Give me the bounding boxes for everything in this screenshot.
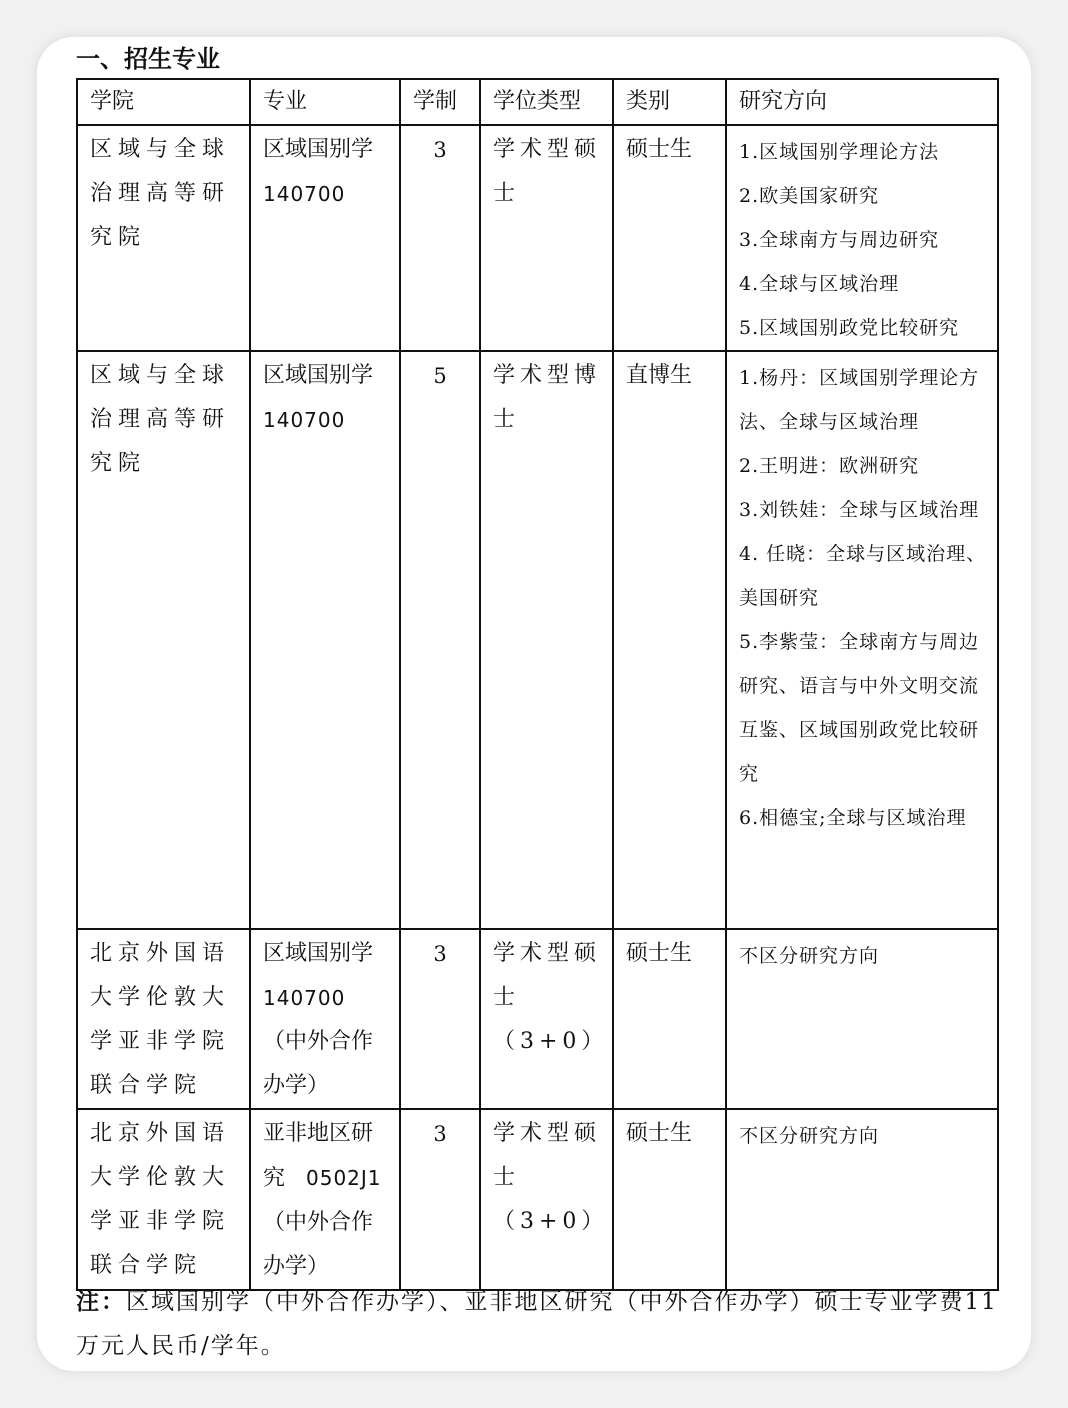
footnote (76, 1280, 1001, 1368)
category-cell: 硕士生 (613, 929, 726, 1109)
admissions-table (76, 78, 999, 1291)
degree-type-cell: 学术型硕士（3+0） (480, 1109, 613, 1290)
duration-cell: 3 (400, 929, 480, 1109)
duration-cell: 3 (400, 1109, 480, 1290)
direction-item: 4. 任晓：全球与区域治理、美国研究 (739, 543, 987, 609)
major-cell (250, 125, 400, 351)
header-major: 专业 (250, 79, 400, 125)
college-cell: 北京外国语大学伦敦大学亚非学院联合学院 (77, 929, 250, 1109)
duration-cell: 5 (400, 351, 480, 929)
header-category: 类别 (613, 79, 726, 125)
major-note: （中外合作办学） (263, 1029, 374, 1098)
direction-item: 3.全球南方与周边研究 (739, 229, 940, 251)
degree-type-cell: 学术型硕士（3+0） (480, 929, 613, 1109)
major-code: 140700 (263, 986, 346, 1010)
direction-item: 2.王明进：欧洲研究 (739, 455, 920, 477)
directions-cell (726, 929, 998, 1109)
major-code: 140700 (263, 408, 346, 432)
major-code: 140700 (263, 182, 346, 206)
duration-cell: 3 (400, 125, 480, 351)
footnote-label: 注： (76, 1289, 126, 1315)
table-header-row (77, 79, 998, 125)
direction-item: 3.刘铁娃：全球与区域治理 (739, 499, 980, 521)
directions-cell (726, 125, 998, 351)
major-note: （中外合作办学） (263, 1210, 374, 1279)
header-college: 学院 (77, 79, 250, 125)
major-name: 区域国别学 (263, 941, 374, 966)
table-row (77, 1109, 998, 1290)
direction-item: 4.全球与区域治理 (739, 273, 900, 295)
category-cell: 硕士生 (613, 125, 726, 351)
direction-item: 6.相德宝;全球与区域治理 (739, 807, 967, 829)
header-degree-type: 学位类型 (480, 79, 613, 125)
directions-cell (726, 351, 998, 929)
college-cell: 区域与全球治理高等研究院 (77, 351, 250, 929)
direction-item: 1.区域国别学理论方法 (739, 141, 940, 163)
table-row (77, 929, 998, 1109)
direction-item: 不区分研究方向 (739, 1125, 880, 1147)
direction-item: 1.杨丹：区域国别学理论方法、全球与区域治理 (739, 367, 980, 433)
category-cell: 硕士生 (613, 1109, 726, 1290)
degree-type-cell: 学术型硕士 (480, 125, 613, 351)
major-cell (250, 929, 400, 1109)
table-row (77, 125, 998, 351)
directions-cell (726, 1109, 998, 1290)
table-row (77, 351, 998, 929)
direction-item: 2.欧美国家研究 (739, 185, 880, 207)
header-directions: 研究方向 (726, 79, 998, 125)
direction-item: 5.李紫莹：全球南方与周边研究、语言与中外文明交流互鉴、区域国别政党比较研究 (739, 631, 980, 785)
major-name: 区域国别学 (263, 137, 374, 162)
direction-item: 不区分研究方向 (739, 945, 880, 967)
college-cell: 区域与全球治理高等研究院 (77, 125, 250, 351)
category-cell: 直博生 (613, 351, 726, 929)
major-code: 0502J1 (306, 1166, 382, 1190)
footnote-text: 区域国别学（中外合作办学）、亚非地区研究（中外合作办学）硕士专业学费11万元人民币/学年。 (76, 1289, 998, 1359)
major-name: 亚非地区研究 (263, 1121, 374, 1191)
header-duration: 学制 (400, 79, 480, 125)
college-cell: 北京外国语大学伦敦大学亚非学院联合学院 (77, 1109, 250, 1290)
major-cell (250, 351, 400, 929)
section-title: 一、招生专业 (76, 45, 220, 73)
major-name: 区域国别学 (263, 363, 374, 388)
major-cell (250, 1109, 400, 1290)
direction-item: 5.区域国别政党比较研究 (739, 317, 960, 339)
degree-type-cell: 学术型博士 (480, 351, 613, 929)
